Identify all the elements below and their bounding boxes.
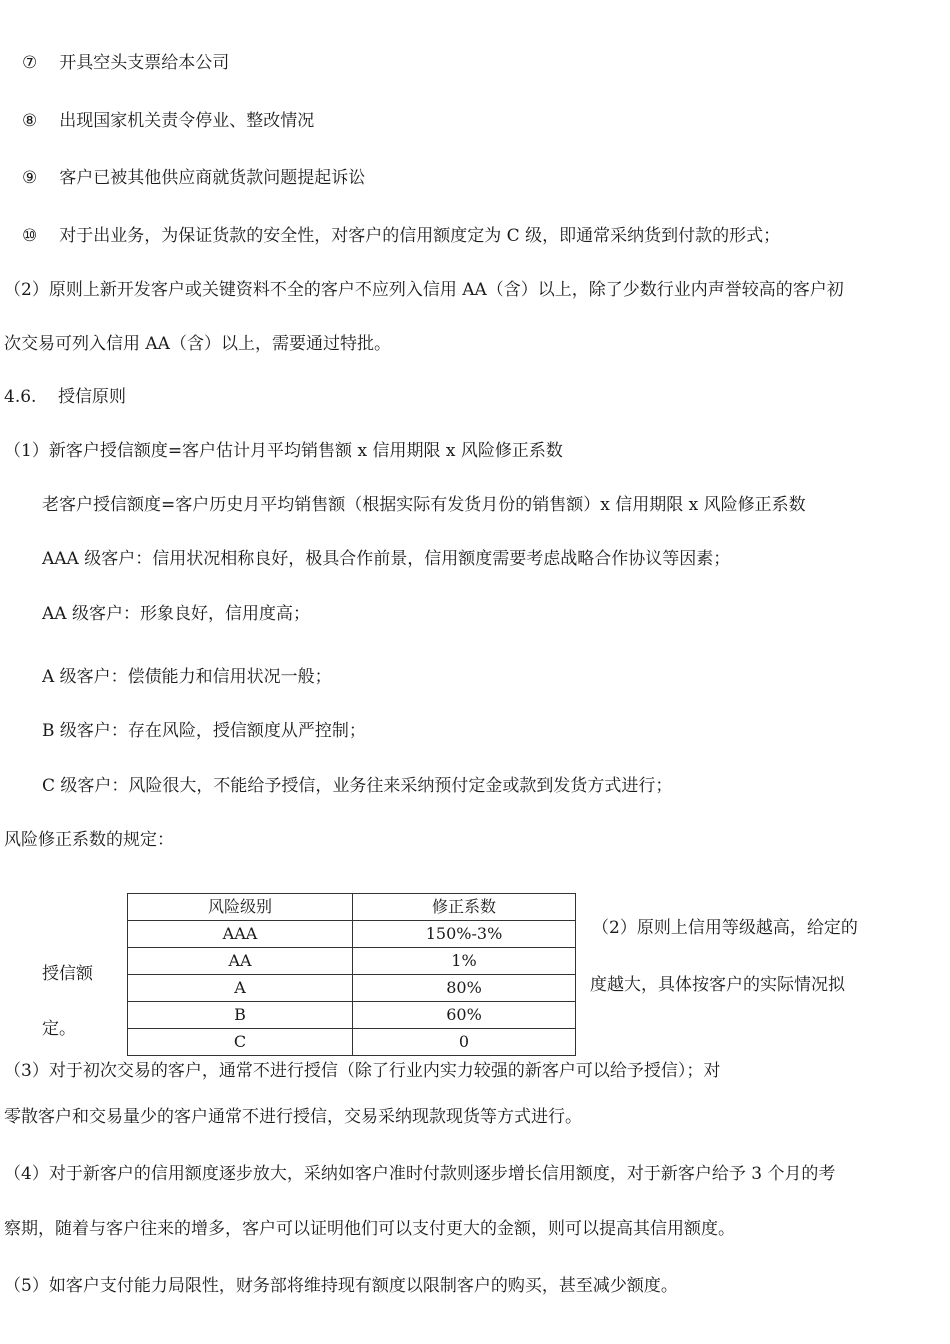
cell-factor: 80% <box>353 975 576 1002</box>
table-header-row <box>128 894 576 921</box>
cell-level: C <box>128 1029 353 1056</box>
section-heading: 4.6. 授信原则 <box>4 387 127 407</box>
side-text-right-1: （2）原则上信用等级越高，给定的 <box>592 918 858 938</box>
list-item-7 <box>22 52 229 74</box>
grade-aa: AA 级客户：形象良好，信用度高； <box>42 604 310 624</box>
list-text: 对于出业务，为保证货款的安全性，对客户的信用额度定为 C 级，即通常采纳货到付款的形式； <box>59 226 781 246</box>
table-row <box>128 975 576 1002</box>
factor-title: 风险修正系数的规定： <box>4 830 174 850</box>
grade-a: A 级客户：偿债能力和信用状况一般； <box>42 667 332 687</box>
table-row <box>128 948 576 975</box>
list-item-8 <box>22 110 314 132</box>
list-text: 出现国家机关责令停业、整改情况 <box>59 111 315 131</box>
cell-factor: 150%-3% <box>353 921 576 948</box>
paragraph-4-line-2: 察期，随着与客户往来的增多，客户可以证明他们可以支付更大的金额，则可以提高其信用额度。 <box>4 1219 735 1239</box>
cell-factor: 1% <box>353 948 576 975</box>
cell-level: B <box>128 1002 353 1029</box>
table-row <box>128 1029 576 1056</box>
side-text-left-2: 定。 <box>42 1019 76 1039</box>
cell-factor: 0 <box>353 1029 576 1056</box>
table-row <box>128 921 576 948</box>
formula-new-customer: （1）新客户授信额度=客户估计月平均销售额 x 信用期限 x 风险修正系数 <box>4 441 563 461</box>
paragraph-2-line-1: （2）原则上新开发客户或关键资料不全的客户不应列入信用 AA（含）以上，除了少数行业内声誉较高的客户初 <box>4 280 844 300</box>
cell-factor: 60% <box>353 1002 576 1029</box>
risk-factor-table <box>127 893 576 1056</box>
side-text-right-2: 度越大，具体按客户的实际情况拟 <box>590 975 845 995</box>
list-number: ⑨ <box>22 168 38 188</box>
paragraph-3-line-2: 零散客户和交易量少的客户通常不进行授信，交易采纳现款现货等方式进行。 <box>4 1107 582 1127</box>
cell-level: AA <box>128 948 353 975</box>
paragraph-2-line-2: 次交易可列入信用 AA（含）以上，需要通过特批。 <box>4 334 391 354</box>
paragraph-5: （5）如客户支付能力局限性，财务部将维持现有额度以限制客户的购买，甚至减少额度。 <box>4 1276 678 1296</box>
grade-b: B 级客户：存在风险，授信额度从严控制； <box>42 721 366 741</box>
cell-level: A <box>128 975 353 1002</box>
formula-old-customer: 老客户授信额度=客户历史月平均销售额（根据实际有发货月份的销售额）x 信用期限 x 风险修正系数 <box>42 495 806 515</box>
list-number: ⑩ <box>22 226 38 246</box>
header-risk-level: 风险级别 <box>128 894 353 921</box>
cell-level: AAA <box>128 921 353 948</box>
header-factor: 修正系数 <box>353 894 576 921</box>
list-text: 开具空头支票给本公司 <box>59 53 230 73</box>
table-row <box>128 1002 576 1029</box>
grade-aaa: AAA 级客户：信用状况相称良好，极具合作前景，信用额度需要考虑战略合作协议等因素； <box>42 549 731 569</box>
list-number: ⑧ <box>22 111 38 131</box>
side-text-left-1: 授信额 <box>42 964 93 984</box>
paragraph-3-line-1: （3）对于初次交易的客户，通常不进行授信（除了行业内实力较强的新客户可以给予授信）；对 <box>4 1061 721 1081</box>
paragraph-4-line-1: （4）对于新客户的信用额度逐步放大，采纳如客户准时付款则逐步增长信用额度，对于新客户给予 3 个月的考 <box>4 1164 836 1184</box>
list-number: ⑦ <box>22 53 38 73</box>
list-text: 客户已被其他供应商就货款问题提起诉讼 <box>59 168 366 188</box>
list-item-9 <box>22 167 365 189</box>
grade-c: C 级客户：风险很大，不能给予授信，业务往来采纳预付定金或款到发货方式进行； <box>42 776 673 796</box>
list-item-10 <box>22 225 780 247</box>
